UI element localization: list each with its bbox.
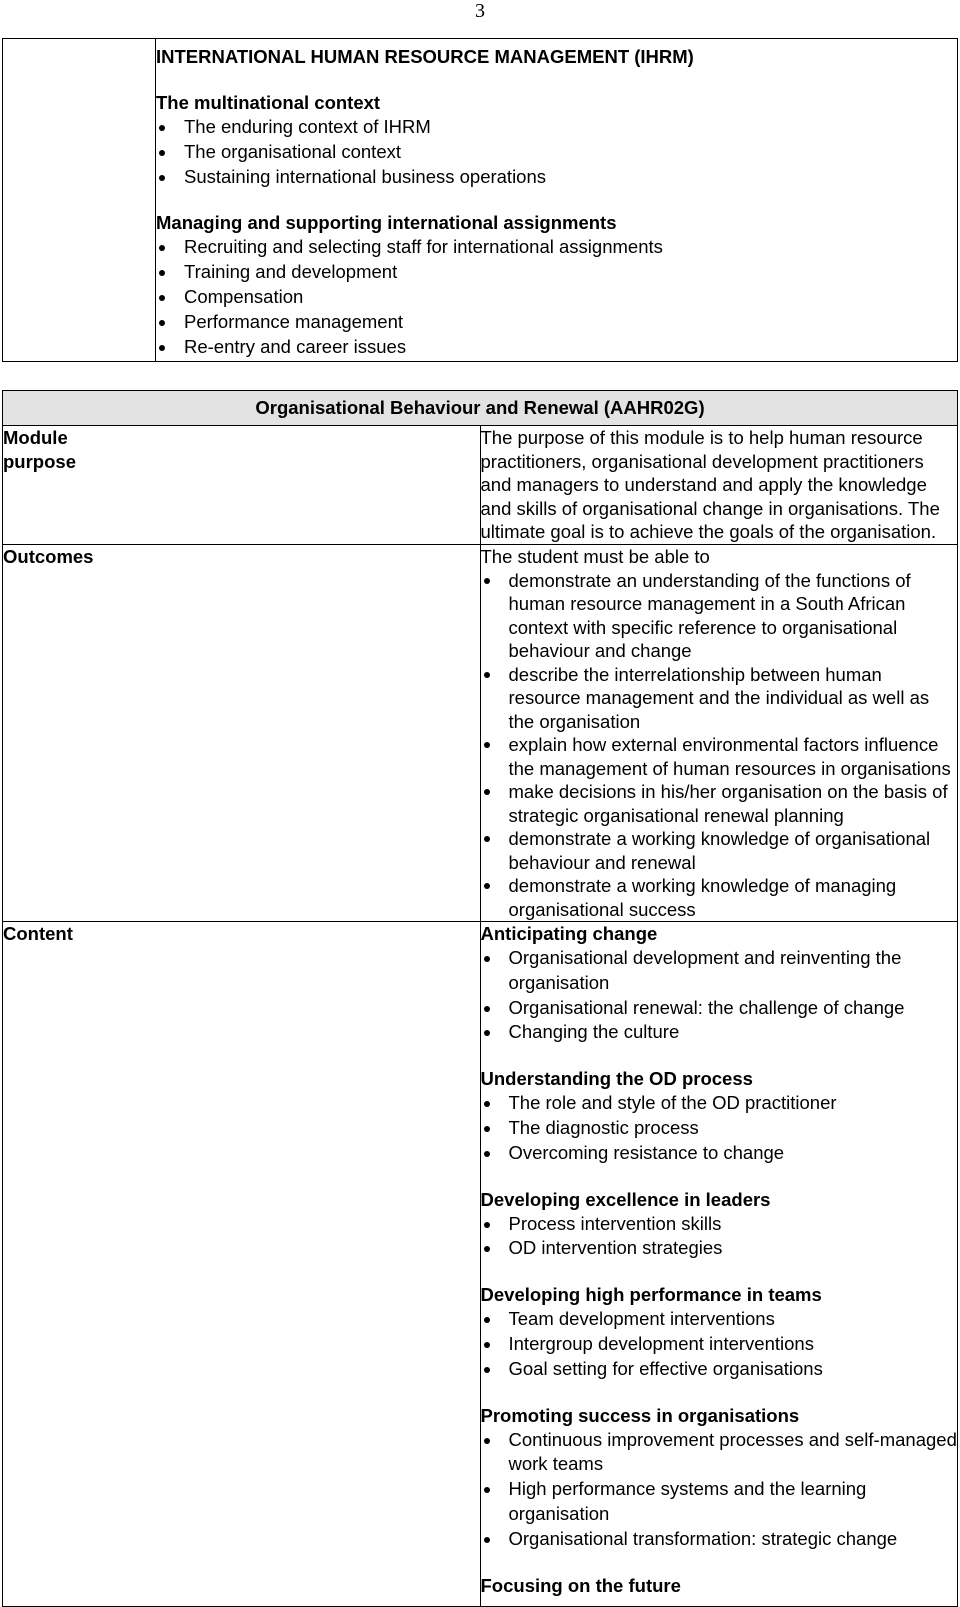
bullet-list [156, 115, 957, 189]
outcomes-label: Outcomes [3, 544, 481, 922]
list-item: Performance management [156, 310, 957, 335]
list-item: explain how external environmental factors influence the management of human resources in organisations [481, 733, 958, 780]
section-heading: Developing high performance in teams [480, 1284, 822, 1306]
ihrm-table [2, 38, 958, 362]
list-item: make decisions in his/her organisation on the basis of strategic organisational renewal planning [481, 780, 958, 827]
list-item: Re-entry and career issues [156, 335, 957, 360]
list-item: Training and development [156, 260, 957, 285]
section-heading: Focusing on the future [480, 1574, 681, 1596]
list-item: Intergroup development interventions [481, 1332, 958, 1357]
module-purpose-text: The purpose of this module is to help human resource practitioners, organisational development practitioners and managers to understand and apply the knowledge and skills of organisational change in organisations. The ultimate goal is to achieve the goals of the organisation. [480, 427, 940, 542]
module-title: Organisational Behaviour and Renewal (AAHR02G) [3, 391, 958, 426]
outcomes-list [481, 569, 958, 922]
bullet-list [481, 1307, 958, 1381]
content-cell [480, 922, 958, 1607]
section-heading: Developing excellence in leaders [480, 1188, 771, 1210]
ihrm-label-cell [3, 39, 156, 362]
list-item: OD intervention strategies [481, 1236, 958, 1261]
list-item: demonstrate a working knowledge of managing organisational success [481, 874, 958, 921]
content-label: Content [3, 922, 481, 1607]
page-number: 3 [475, 0, 485, 22]
outcomes-intro: The student must be able to [480, 545, 710, 567]
bullet-list [481, 1091, 958, 1165]
list-item: Team development interventions [481, 1307, 958, 1332]
outcomes-cell [480, 544, 958, 922]
list-item: The enduring context of IHRM [156, 115, 957, 140]
list-item: Organisational renewal: the challenge of change [481, 996, 958, 1021]
list-item: The role and style of the OD practitioner [481, 1091, 958, 1116]
section-heading: Promoting success in organisations [480, 1404, 800, 1426]
list-item: demonstrate a working knowledge of organisational behaviour and renewal [481, 827, 958, 874]
section-heading: The multinational context [156, 92, 381, 113]
list-item: The organisational context [156, 140, 957, 165]
module-table [2, 390, 958, 1607]
list-item: Goal setting for effective organisations [481, 1357, 958, 1382]
module-purpose-label-text: Module purpose [3, 427, 76, 472]
list-item: describe the interrelationship between human resource management and the individual as well as the organisation [481, 663, 958, 734]
list-item: Process intervention skills [481, 1212, 958, 1237]
ihrm-title: INTERNATIONAL HUMAN RESOURCE MANAGEMENT (IHRM) [156, 46, 694, 67]
list-item: demonstrate an understanding of the functions of human resource management in a South African context with specific reference to organisational behaviour and change [481, 569, 958, 663]
ihrm-content-cell [156, 39, 958, 362]
list-item: Sustaining international business operations [156, 165, 957, 190]
section-heading: Understanding the OD process [480, 1068, 753, 1090]
bullet-list [481, 1428, 958, 1552]
list-item: Compensation [156, 285, 957, 310]
list-item: Recruiting and selecting staff for international assignments [156, 235, 957, 260]
list-item: Overcoming resistance to change [481, 1141, 958, 1166]
list-item: Organisational development and reinventing the organisation [481, 946, 958, 996]
list-item: Continuous improvement processes and self-managed work teams [481, 1428, 958, 1478]
bullet-list [481, 1212, 958, 1262]
module-purpose-cell [480, 426, 958, 545]
list-item: The diagnostic process [481, 1116, 958, 1141]
list-item: High performance systems and the learning organisation [481, 1477, 958, 1527]
module-purpose-label [3, 426, 481, 545]
section-heading: Anticipating change [480, 923, 658, 944]
list-item: Changing the culture [481, 1020, 958, 1045]
bullet-list [481, 946, 958, 1045]
list-item: Organisational transformation: strategic change [481, 1527, 958, 1552]
bullet-list [156, 235, 957, 359]
section-heading: Managing and supporting international assignments [156, 212, 617, 234]
